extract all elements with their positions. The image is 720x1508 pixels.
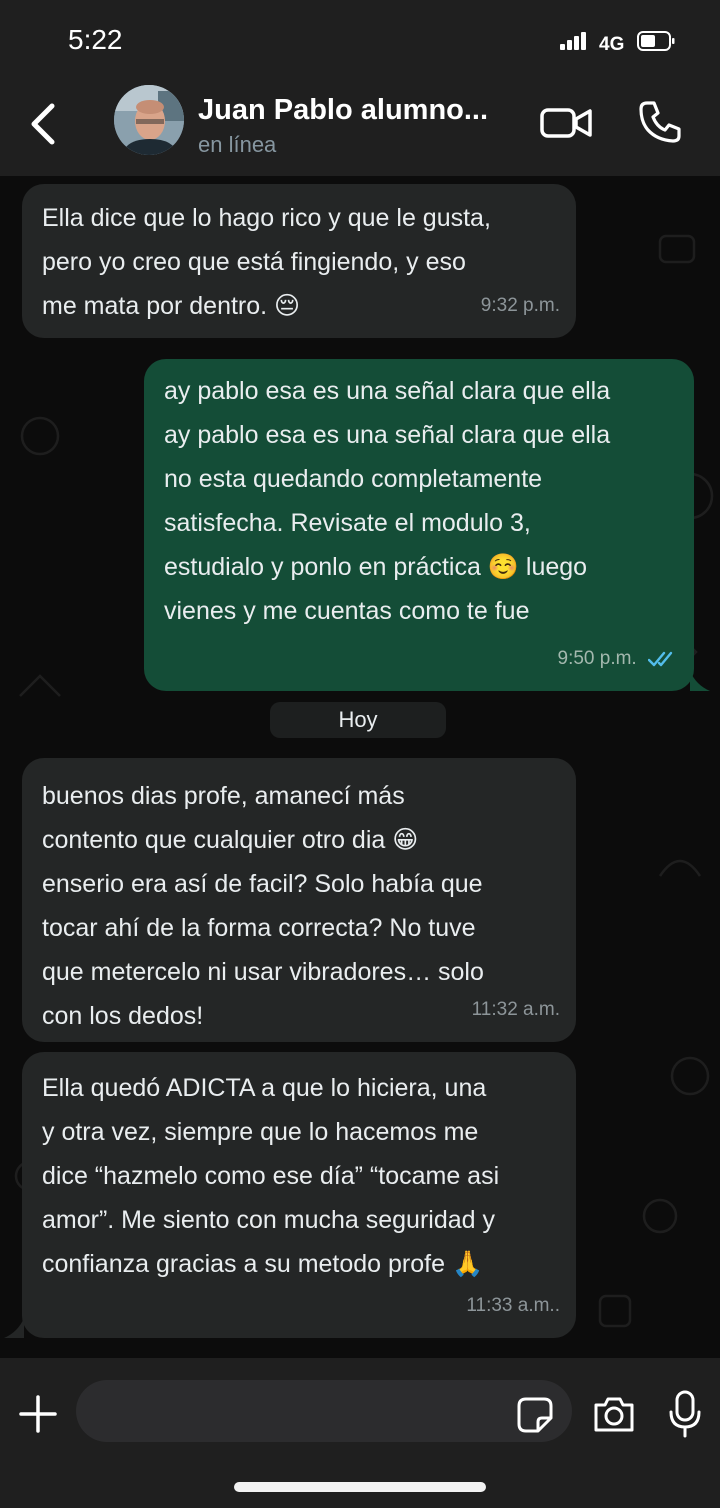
- message-time: 9:50 p.m.: [557, 648, 637, 669]
- message-time: 11:32 a.m.: [471, 999, 560, 1020]
- home-indicator[interactable]: [234, 1482, 486, 1492]
- camera-icon[interactable]: [592, 1394, 636, 1434]
- sticker-icon[interactable]: [516, 1396, 554, 1434]
- message-text: ay pablo esa es una señal clara que ella ay pablo esa es una señal clara que ella no esta quedando completamente satisfecha. Revisate el modulo 3, estudialo y ponlo en práctica ☺️ luego vienes y me cuentas como te fue: [164, 377, 611, 625]
- status-bar: [0, 0, 720, 80]
- message-text: buenos dias profe, amanecí más contento que cualquier otro dia 😁 enserio era así de facil? Solo había que tocar ahí de la forma correcta? No tuve que metercelo ni usar vibradores… solo con los dedos!: [42, 782, 484, 1030]
- contact-name[interactable]: Juan Pablo alumno...: [198, 94, 489, 126]
- message-time: 9:32 p.m.: [480, 295, 560, 316]
- back-arrow-icon[interactable]: [26, 100, 60, 148]
- message-incoming[interactable]: [22, 758, 576, 1042]
- message-outgoing[interactable]: [144, 359, 694, 691]
- bubble-tail: [4, 1318, 24, 1338]
- message-text: Ella quedó ADICTA a que lo hiciera, una y otra vez, siempre que lo hacemos me dice “hazmelo como ese día” “tocame asi amor”. Me siento con mucha seguridad y confianza gracias a su metodo profe 🙏: [42, 1074, 500, 1278]
- microphone-icon[interactable]: [668, 1390, 702, 1438]
- chat-header: [0, 80, 720, 176]
- avatar[interactable]: [114, 85, 184, 155]
- message-time: 11:33 a.m..: [466, 1295, 560, 1316]
- message-meta: [558, 637, 679, 681]
- message-incoming[interactable]: [22, 184, 576, 338]
- status-time: 5:22: [68, 24, 123, 55]
- message-incoming[interactable]: [22, 1052, 576, 1338]
- double-check-icon: [648, 650, 678, 668]
- phone-icon[interactable]: [638, 100, 682, 144]
- message-text: Ella dice que lo hago rico y que le gusta, pero yo creo que está fingiendo, y eso me mata por dentro. 😔: [42, 204, 491, 320]
- message-input[interactable]: [76, 1380, 572, 1442]
- plus-icon[interactable]: [18, 1394, 58, 1434]
- bubble-tail: [690, 671, 710, 691]
- contact-status: en línea: [198, 132, 277, 157]
- battery-icon: [637, 31, 675, 51]
- chat-area[interactable]: [0, 176, 720, 1358]
- network-type: 4G: [599, 34, 625, 55]
- avatar-photo: [114, 85, 184, 155]
- signal-icon: [560, 32, 588, 50]
- video-call-icon[interactable]: [540, 104, 592, 142]
- date-divider: Hoy: [270, 702, 446, 738]
